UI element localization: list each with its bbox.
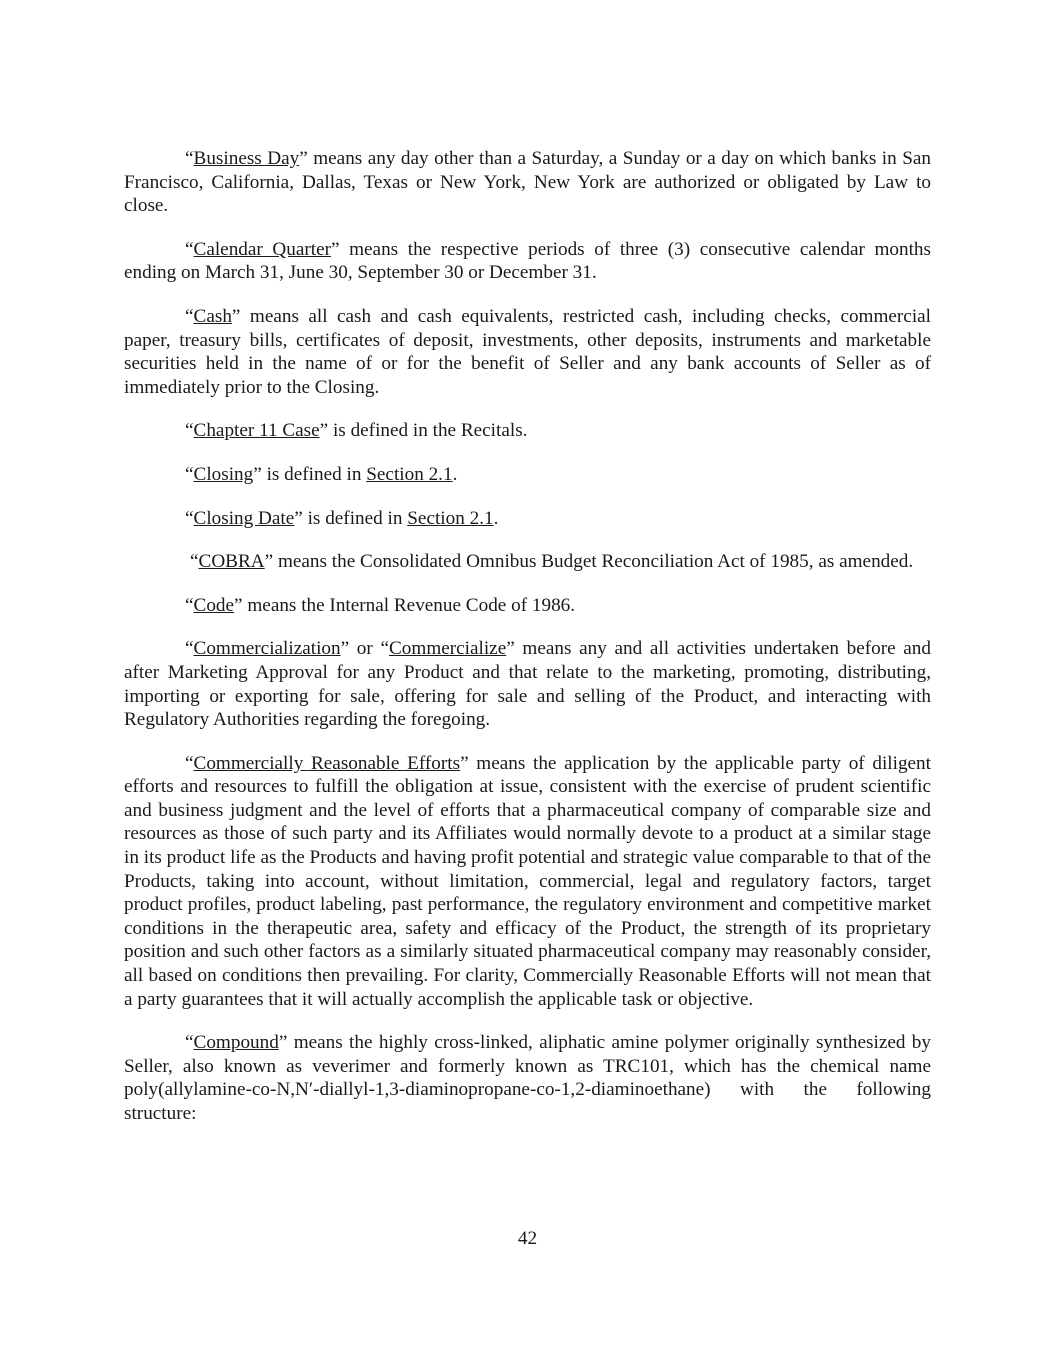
defined-term: Closing <box>193 463 254 485</box>
defined-term: Chapter 11 Case <box>193 420 320 442</box>
definition-cash: “Cash” means all cash and cash equivalents, restricted cash, including checks, commercial paper, treasury bills, certificates of deposit, investments, other deposits, instruments and marketable securities held in the name of or for the benefit of Seller and any bank accounts of Seller as of immediately prior to the Closing. <box>124 305 931 398</box>
definition-text: is defined in <box>302 507 408 529</box>
defined-term: Calendar Quarter <box>193 238 331 260</box>
defined-term: Commercially Reasonable Efforts <box>193 752 461 774</box>
definition-commercially-reasonable-efforts: “Commercially Reasonable Efforts” means the application by the applicable party of diligent efforts and resources to fulfill the obligation at issue, consistent with the exercise of prudent scientific and business judgment and the level of efforts that a pharmaceutical company of comparable size and resources as those of such party and its Affiliates would normally devote to a product at a similar stage in its product life as the Products and having profit potential and strategic value comparable to that of the Products, taking into account, without limitation, commercial, legal and regulatory factors, target product profiles, product labeling, past performance, the regulatory environment and competitive market conditions in the therapeutic area, safety and efficacy of the Product, the strength of its proprietary position and such other factors as a similarly situated pharmaceutical company may reasonably consider, all based on conditions then prevailing. For clarity, Commercially Reasonable Efforts will not mean that a party guarantees that it will actually accomplish the applicable task or objective. <box>124 752 931 1010</box>
defined-term: Code <box>193 594 235 616</box>
definition-commercialization: “Commercialization” or “Commercialize” means any and all activities undertaken before and after Marketing Approval for any Product and that relate to the marketing, promoting, distributing, importing or exporting for sale, offering for sale and selling of the Product, and interacting with Regulatory Authorities regarding the foregoing. <box>124 638 931 731</box>
defined-term: COBRA <box>198 551 265 573</box>
definition-closing-date: “Closing Date” is defined in Section 2.1. <box>185 507 499 529</box>
definition-text: means the Internal Revenue Code of 1986. <box>242 594 576 616</box>
defined-term: Business Day <box>193 148 300 169</box>
defined-term-alternate: Commercialize <box>389 638 507 660</box>
definition-text: is defined in the Recitals. <box>328 420 528 442</box>
page-number: 42 <box>517 1228 538 1249</box>
definition-chapter-11-case: “Chapter 11 Case” is defined in the Recitals. <box>185 420 528 442</box>
document-page <box>124 147 931 1146</box>
definition-text: means the Consolidated Omnibus Budget Reconciliation Act of 1985, as amended. <box>273 551 914 573</box>
definition-text: is defined in <box>261 463 367 485</box>
definition-text: means the highly cross-linked, aliphatic amine polymer originally synthesized by Seller, also known as veverimer and formerly known as TRC101, which has the chemical name poly(allylamine-co-N,N′-diallyl-1,3-diaminopropane-co-1,2-diaminoethane) with the following structure: <box>124 1032 931 1124</box>
definition-code: “Code” means the Internal Revenue Code of 1986. <box>185 594 576 616</box>
definition-text: means the respective periods of three (3) consecutive calendar months ending on March 31, June 30, September 30 or December 31. <box>124 238 931 284</box>
section-reference-link[interactable]: Section 2.1 <box>366 463 453 485</box>
definition-business-day: “Business Day” means any day other than a Saturday, a Sunday or a day on which banks in San Francisco, California, Dallas, Texas or New York, New York are authorized or obligated by Law to close. <box>124 148 931 217</box>
defined-term: Commercialization <box>193 638 341 660</box>
definition-closing: “Closing” is defined in Section 2.1. <box>185 463 458 485</box>
defined-term: Compound <box>193 1032 279 1054</box>
defined-term: Cash <box>193 305 232 327</box>
definition-text: means any day other than a Saturday, a Sunday or a day on which banks in San Francisco, California, Dallas, Texas or New York, New York are authorized or obligated by Law to close. <box>124 148 931 217</box>
definition-text: means any and all activities undertaken before and after Marketing Approval for any Product and that relate to the marketing, promoting, distributing, importing or exporting for sale, offering for sale and selling of the Product, and interacting with Regulatory Authorities regarding the foregoing. <box>124 638 931 731</box>
defined-term: Closing Date <box>193 507 295 529</box>
definition-cobra: “COBRA” means the Consolidated Omnibus Budget Reconciliation Act of 1985, as amended. <box>190 551 914 573</box>
definition-text: means all cash and cash equivalents, restricted cash, including checks, commercial paper, treasury bills, certificates of deposit, investments, other deposits, instruments and marketable securities held in the name of or for the benefit of Seller and any bank accounts of Seller as of immediately prior to the Closing. <box>124 305 931 398</box>
definition-compound: “Compound” means the highly cross-linked, aliphatic amine polymer originally synthesized by Seller, also known as veverimer and formerly known as TRC101, which has the chemical name poly(allylamine-co-N,N′-diallyl-1,3-diaminopropane-co-1,2-diaminoethane) with the following structure: <box>124 1032 931 1124</box>
section-reference-link[interactable]: Section 2.1 <box>407 507 494 529</box>
definition-text: means the application by the applicable party of diligent efforts and resources to fulfill the obligation at issue, consistent with the exercise of prudent scientific and business judgment and the level of efforts that a pharmaceutical company of comparable size and resources as those of such party and its Affiliates would normally devote to a product at a similar stage in its product life as the Products and having profit potential and strategic value comparable to that of the Products, taking into account, without limitation, commercial, legal and regulatory factors, target product profiles, product labeling, past performance, the regulatory environment and competitive market conditions in the therapeutic area, safety and efficacy of the Product, the strength of its proprietary position and such other factors as a similarly situated pharmaceutical company may reasonably consider, all based on conditions then prevailing. For clarity, Commercially Reasonable Efforts will not mean that a party guarantees that it will actually accomplish the applicable task or objective. <box>124 752 931 1010</box>
definition-calendar-quarter: “Calendar Quarter” means the respective periods of three (3) consecutive calendar months ending on March 31, June 30, September 30 or December 31. <box>124 238 931 284</box>
